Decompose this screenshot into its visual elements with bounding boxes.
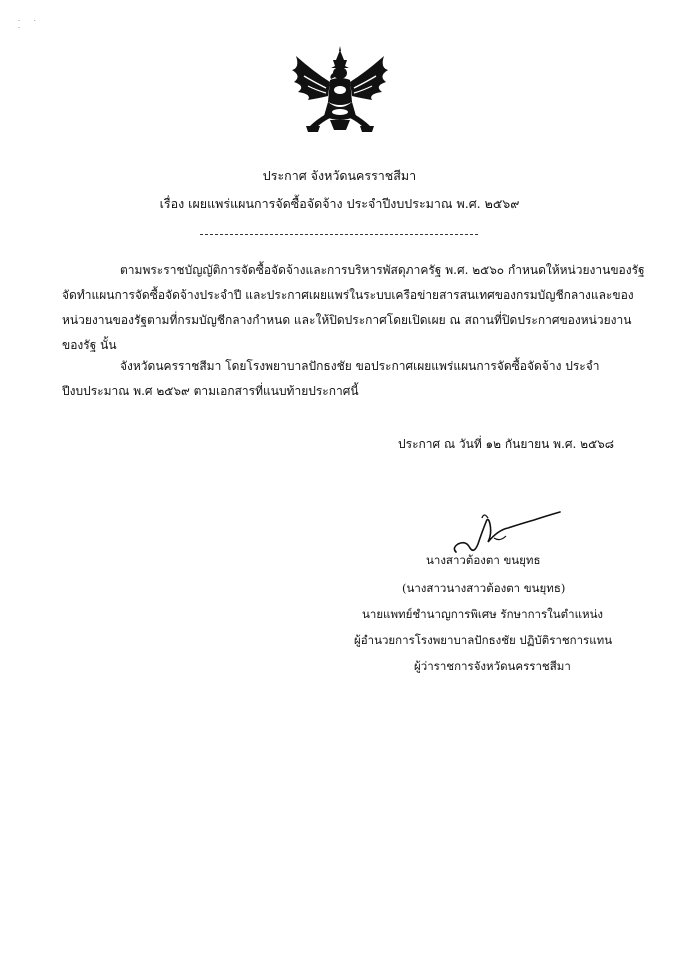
signatory-position-3: ผู้ว่าราชการจังหวัดนครราชสีมา xyxy=(414,659,571,673)
garuda-emblem-icon xyxy=(286,46,394,138)
signatory-position-1: นายแพทย์ชำนาญการพิเศษ รักษาการในตำแหน่ง xyxy=(362,607,604,621)
scan-speck: · · · xyxy=(18,18,42,32)
signatory-name: นางสาวต้องตา ขนยุทธ xyxy=(426,553,541,567)
paragraph-2-line-1: จังหวัดนครราชสีมา โดยโรงพยาบาลปักธงชัย ขอประกาศเผยแพร่แผนการจัดซื้อจัดจ้าง ประจำ xyxy=(120,359,600,373)
signatory-position-2: ผู้อำนวยการโรงพยาบาลปักธงชัย ปฏิบัติราชการแทน xyxy=(354,633,613,647)
separator-line xyxy=(200,234,478,235)
announcement-date: ประกาศ ณ วันที่ ๑๒ กันยายน พ.ศ. ๒๕๖๘ xyxy=(398,437,615,451)
document-title: ประกาศ จังหวัดนครราชสีมา xyxy=(262,168,417,183)
paragraph-1-line-3: หน่วยงานของรัฐตามที่กรมบัญชีกลางกำหนด และให้ปิดประกาศโดยเปิดเผย ณ สถานที่ปิดประกาศของหน่วยงาน xyxy=(62,313,632,327)
document-subject: เรื่อง เผยแพร่แผนการจัดซื้อจัดจ้าง ประจำปีงบประมาณ พ.ศ. ๒๕๖๙ xyxy=(159,196,520,211)
signature-icon xyxy=(448,508,568,558)
signatory-full-name: (นางสาวนางสาวต้องตา ขนยุทธ) xyxy=(402,581,566,595)
paragraph-1-line-2: จัดทำแผนการจัดซื้อจัดจ้างประจำปี และประกาศเผยแพร่ในระบบเครือข่ายสารสนเทศของกรมบัญชีกลางและของ xyxy=(62,288,634,302)
paragraph-1-line-4: ของรัฐ นั้น xyxy=(62,338,117,352)
paragraph-1-line-1: ตามพระราชบัญญัติการจัดซื้อจัดจ้างและการบริหารพัสดุภาครัฐ พ.ศ. ๒๕๖๐ กำหนดให้หน่วยงานของรัฐ xyxy=(120,263,645,277)
paragraph-2-line-2: ปีงบประมาณ พ.ศ ๒๕๖๙ ตามเอกสารที่แนบท้ายประกาศนี้ xyxy=(62,384,359,398)
